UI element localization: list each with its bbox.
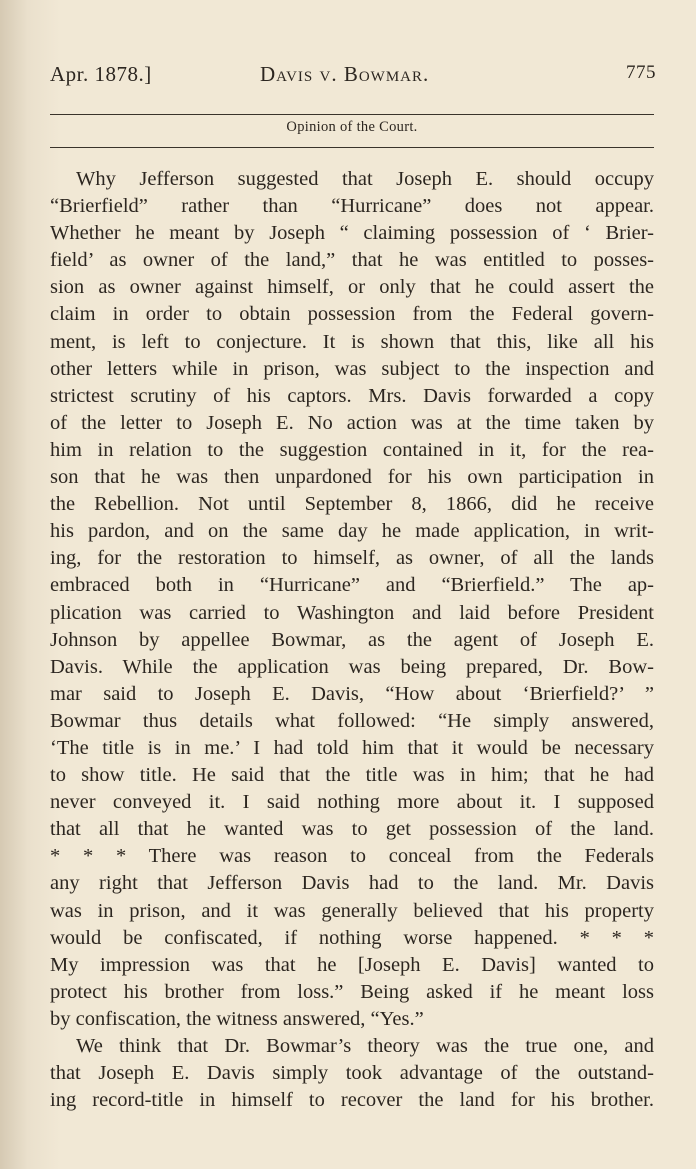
text-line: to show title. He said that the title was in him; that he had — [50, 764, 654, 787]
opinion-text — [50, 166, 654, 1114]
section-heading: Opinion of the Court. — [286, 119, 418, 135]
text-line: son that he was then unpardoned for his own participation in — [50, 466, 654, 489]
text-line: ing record-title in himself to recover the land for his brother. — [50, 1089, 654, 1112]
running-head-date: Apr. 1878.] — [50, 62, 152, 86]
running-head-case-title: Davis v. Bowmar. — [260, 62, 430, 86]
text-line: would be confiscated, if nothing worse happened. * * * — [50, 926, 654, 949]
page-number: 775 — [626, 62, 656, 83]
text-line: ment, is left to conjecture. It is shown that this, like all his — [50, 330, 654, 353]
text-line: his pardon, and on the same day he made application, in writ- — [50, 520, 654, 543]
top-rule — [50, 114, 654, 115]
text-line: protect his brother from loss.” Being asked if he meant loss — [50, 980, 654, 1003]
text-line: mar said to Joseph E. Davis, “How about ‘Brierfield?’ ” — [50, 682, 654, 705]
text-line: Johnson by appellee Bowmar, as the agent of Joseph E. — [50, 628, 654, 651]
text-line: Davis. While the application was being prepared, Dr. Bow- — [50, 655, 654, 678]
text-line: We think that Dr. Bowmar’s theory was the true one, and — [76, 1035, 654, 1057]
text-line: claim in order to obtain possession from the Federal govern- — [50, 303, 654, 326]
text-line: plication was carried to Washington and laid before President — [50, 601, 654, 624]
text-line: any right that Jefferson Davis had to the land. Mr. Davis — [50, 872, 654, 895]
text-line: Why Jefferson suggested that Joseph E. should occupy — [76, 168, 654, 190]
text-line: strictest scrutiny of his captors. Mrs. Davis forwarded a copy — [50, 384, 654, 407]
text-line: the Rebellion. Not until September 8, 1866, did he receive — [50, 493, 654, 516]
text-line: “Brierfield” rather than “Hurricane” does not appear. — [50, 195, 654, 218]
text-line: ing, for the restoration to himself, as owner, of all the lands — [50, 547, 654, 570]
paragraph-2 — [50, 1033, 654, 1114]
text-line: sion as owner against himself, or only that he could assert the — [50, 276, 654, 299]
text-line: Bowmar thus details what followed: “He simply answered, — [50, 709, 654, 732]
bottom-rule — [50, 147, 654, 148]
text-line: that Joseph E. Davis simply took advantage of the outstand- — [50, 1062, 654, 1085]
text-line: of the letter to Joseph E. No action was at the time taken by — [50, 411, 654, 434]
paragraph-1 — [50, 166, 654, 1033]
text-line: him in relation to the suggestion contained in it, for the rea- — [50, 438, 654, 461]
text-line: ‘The title is in me.’ I had told him that it would be necessary — [50, 736, 654, 759]
text-line: embraced both in “Hurricane” and “Brierfield.” The ap- — [50, 574, 654, 597]
text-line: by confiscation, the witness answered, “Yes.” — [50, 1007, 424, 1030]
text-line: * * * There was reason to conceal from the Federals — [50, 845, 654, 868]
text-line: was in prison, and it was generally believed that his property — [50, 899, 654, 922]
text-line: other letters while in prison, was subject to the inspection and — [50, 357, 654, 380]
text-line: Whether he meant by Joseph “ claiming possession of ‘ Brier- — [50, 222, 654, 245]
text-line: field’ as owner of the land,” that he was entitled to posses- — [50, 249, 654, 272]
running-head — [50, 62, 656, 96]
text-line: that all that he wanted was to get possession of the land. — [50, 818, 654, 841]
text-line: never conveyed it. I said nothing more about it. I supposed — [50, 791, 654, 814]
text-line: My impression was that he [Joseph E. Davis] wanted to — [50, 953, 654, 976]
